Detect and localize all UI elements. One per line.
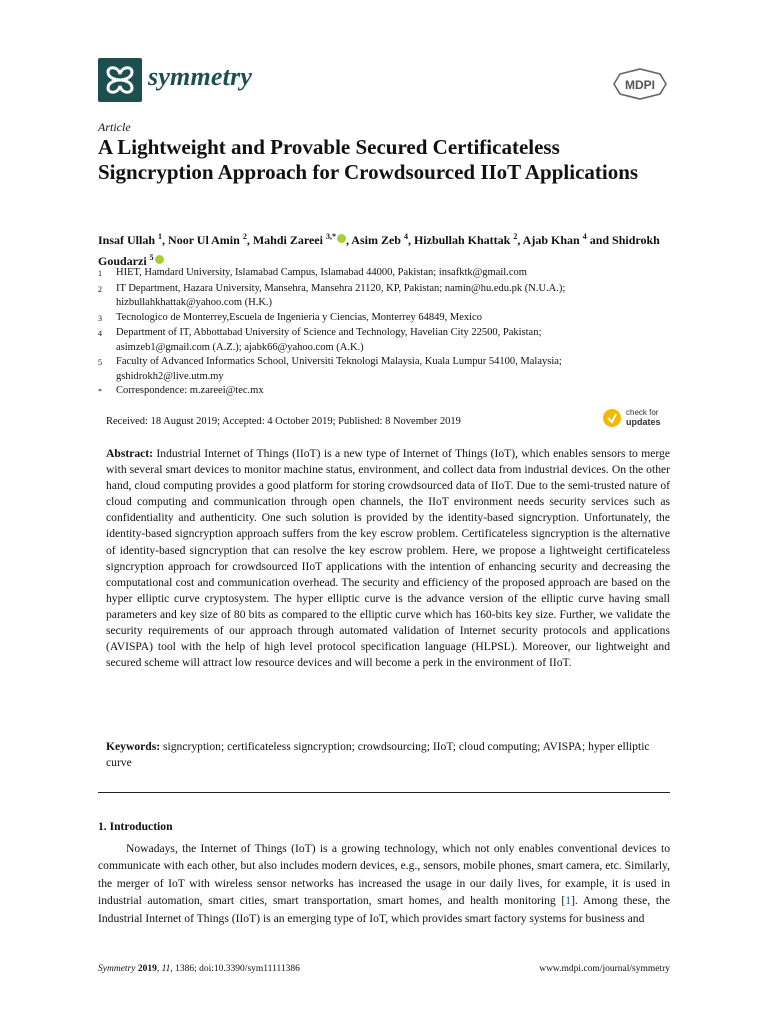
intro-text-1: Nowadays, the Internet of Things (IoT) is a growing technology, which not only enables conventional devices to communicate with each other, but also includes modern devices, e.g., sensors, mobile phones, smart camera, etc. Similarly, the merger of IoT with wireless sensor networks has increased the usage in our daily lives, for example, it is used in industrial automation, smart cities, smart transportation, smart homes, and health monitoring [ [98, 842, 670, 908]
author-name: Mahdi Zareei [252, 233, 323, 247]
check-line1: check for [626, 408, 659, 417]
author-name: Asim Zeb [351, 233, 401, 247]
author-affiliation-mark: 3,* [325, 232, 336, 241]
affiliation-number: 4 [98, 329, 102, 338]
journal-name: symmetry [148, 62, 253, 91]
author-name: Noor Ul Amin [168, 233, 240, 247]
section-heading: 1. Introduction [98, 820, 173, 833]
author-name: Hizbullah Khattak [413, 233, 511, 247]
affiliation-number: 3 [98, 313, 102, 323]
author-affiliation-mark: 2 [513, 232, 518, 241]
footer-url-link[interactable]: www.mdpi.com/journal/symmetry [539, 964, 670, 974]
affiliation-line: Faculty of Advanced Informatics School, Universiti Teknologi Malaysia, Kuala Lumpur 54100, Malaysia; [116, 356, 562, 367]
author-affiliation-mark: 4 [582, 232, 587, 241]
affiliation-text [112, 266, 678, 282]
author-affiliation-mark: 4 [403, 232, 408, 241]
affiliation-number: 1 [98, 269, 102, 278]
symmetry-logo-icon [98, 58, 142, 102]
author-list: Insaf Ullah $^1$, Noor Ul Amin $^2$, Mahdi Zareei $^{3,*}$ , Asim Zeb $^4$, Hizbullah Khattak $^2$, Ajab Khan $^4$ and Shidrokh Goudarzi $^5$ [98, 232, 660, 268]
affiliation-line: gshidrokh2@live.utm.my [116, 370, 224, 382]
abstract-label: Abstract: [106, 447, 154, 460]
affiliation-text [112, 326, 678, 355]
affiliation-line: Department of IT, Abbottabad University of Science and Technology, Havelian City 22500, Pakistan; [116, 327, 542, 338]
affiliation-item [98, 282, 678, 311]
affiliation-number: 5 [98, 358, 102, 367]
abstract [106, 446, 670, 671]
citation-link[interactable]: 1 [565, 894, 572, 908]
affiliation-line: HIET, Hamdard University, Islamabad Campus, Islamabad 44000, Pakistan; insafktk@gmail.com [116, 267, 527, 278]
publisher-name: MDPI [625, 78, 655, 92]
affiliation-line: Tecnologico de Monterrey,Escuela de Ingenieria y Ciencias, Monterrey 64849, Mexico [116, 311, 482, 323]
footer-journal: Symmetry [98, 964, 136, 974]
affiliation-text [112, 282, 678, 311]
abstract-text: Industrial Internet of Things (IIoT) is a new type of Internet of Things (IoT), which enables sensors to merge with several smart devices to monitor machine status, environment, and collect data from industrial devices. On the other hand, cloud computing provides a good platform for storing crowdsourced data of IIoT. Due to the semi-trusted nature of cloud computing and communication through open channels, the IIoT environment needs security services such as confidentiality and authenticity. One such solution is provided by the identity-based signcryption. Unfortunately, the identity-based signcryption approach suffers from the key escrow problem. Certificateless signcryption is the alternative of identity-based signcryption that can resolve the key escrow problem. Here, we propose a lightweight certificateless signcryption approach for crowdsourced IIoT applications with the intention of enhancing security and decreasing the computational cost and communication overhead. The security and efficiency of the proposed approach are based on the hyper elliptic curve cryptosystem. The hyper elliptic curve is the advance version of the elliptic curve having small parameters and key size of 80 bits as compared to the elliptic curve which has 160-bits key size. Further, we validate the security requirements of our approach through automated validation of Internet security protocols and applications (AVISPA) tool with the help of high level protocol specification language (HLPSL). Moreover, our lightweight and secured scheme will attract low resource devices and will become a perk in the environment of IIoT. [106, 447, 670, 670]
keywords-label: Keywords: [106, 740, 161, 753]
keywords-text: signcryption; certificateless signcryption; crowdsourcing; IIoT; cloud computing; AVISPA; hyper elliptic curve [106, 740, 650, 770]
affiliation-number: * [98, 387, 102, 396]
affiliation-line: IT Department, Hazara University, Mansehra, Mansehra 21120, KP, Pakistan; namin@hu.edu.pk (N.U.A.); [116, 282, 566, 294]
author-name: Insaf Ullah [98, 233, 156, 247]
mdpi-logo-icon [612, 68, 668, 100]
affiliation-text [112, 355, 678, 384]
author-affiliation-mark: 5 [149, 253, 154, 262]
publication-dates: Received: 18 August 2019; Accepted: 4 October 2019; Published: 8 November 2019 [106, 416, 461, 427]
check-line2: updates [626, 417, 661, 427]
footer-year: 2019 [137, 964, 157, 974]
affiliation-item [98, 266, 678, 282]
intro-text-2: ]. Among these, the Industrial Internet of Things (IIoT) is an emerging type of IoT, which provides smart factory systems for business and [98, 894, 670, 925]
affiliation-line: Correspondence: m.zareei@tec.mx [116, 385, 264, 396]
affiliation-item [98, 384, 678, 400]
affiliation-item [98, 355, 678, 384]
check-updates-icon [602, 408, 622, 428]
affiliation-line: asimzeb1@gmail.com (A.Z.); ajabk66@yahoo.com (A.K.) [116, 341, 364, 353]
affiliation-text [112, 384, 678, 400]
footer-citation: Symmetry 2019, 11, 1386; doi:10.3390/sym11111386 [98, 964, 300, 974]
keywords [106, 739, 670, 771]
orcid-icon[interactable] [155, 255, 164, 264]
affiliation-line: hizbullahkhattak@yahoo.com (H.K.) [116, 297, 273, 308]
article-type: Article [98, 120, 131, 134]
author-affiliation-mark: 1 [158, 232, 163, 241]
intro-paragraph [98, 840, 670, 927]
author-affiliation-mark: 2 [242, 232, 247, 241]
affiliation-number: 2 [98, 284, 102, 294]
footer-doi: , 1386; doi:10.3390/sym11111386 [170, 964, 300, 974]
affiliation-text [112, 311, 678, 327]
affiliation-list [98, 266, 678, 400]
paper-title: A Lightweight and Provable Secured Certificateless Signcryption Approach for Crowdsourced IIoT Applications [98, 135, 639, 184]
affiliation-item [98, 326, 678, 355]
author-name: Ajab Khan [522, 233, 580, 247]
affiliation-item [98, 311, 678, 327]
author-name: Shidrokh Goudarzi [98, 233, 660, 268]
check-for-updates-button[interactable] [602, 406, 672, 430]
section-divider [98, 792, 670, 793]
footer-volume: 11 [161, 964, 171, 974]
orcid-icon[interactable] [337, 234, 346, 243]
